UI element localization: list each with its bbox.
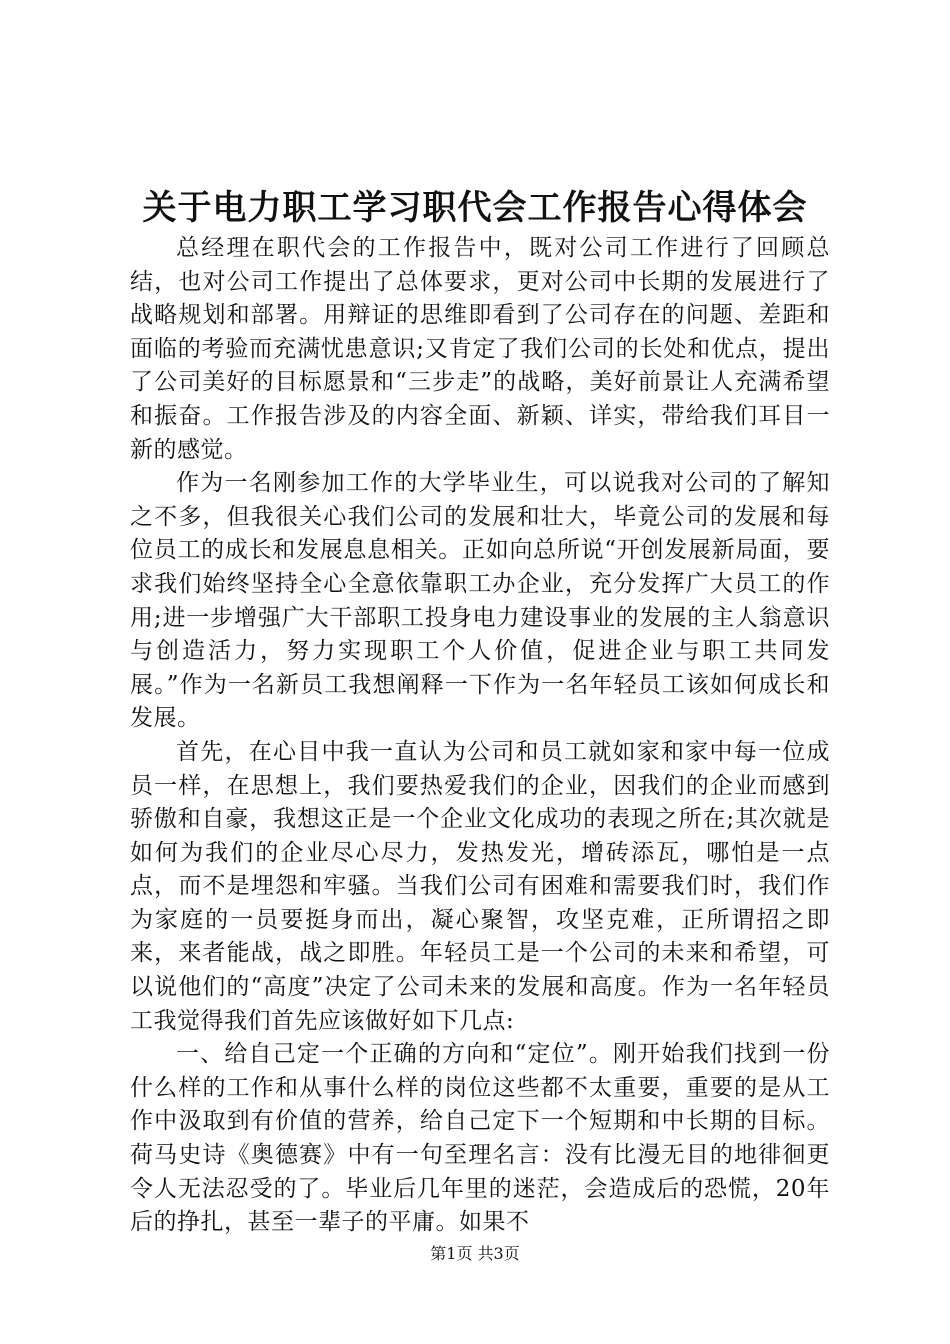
document-title: 关于电力职工学习职代会工作报告心得体会	[142, 188, 808, 228]
document-body	[130, 232, 830, 1240]
paragraph: 一、给自己定一个正确的方向和“定位”。刚开始我们找到一份什么样的工作和从事什么样的岗位这些都不太重要，重要的是从工作中汲取到有价值的营养，给自己定下一个短期和中长期的目标。荷马史诗《奥德赛》中有一句至理名言：没有比漫无目的地徘徊更令人无法忍受的了。毕业后几年里的迷茫，会造成后的恐慌，20年后的挣扎，甚至一辈子的平庸。如果不	[130, 1041, 830, 1236]
paragraph: 总经理在职代会的工作报告中，既对公司工作进行了回顾总结，也对公司工作提出了总体要求，更对公司中长期的发展进行了战略规划和部署。用辩证的思维即看到了公司存在的问题、差距和面临的考验而充满忧患意识;又肯定了我们公司的长处和优点，提出了公司美好的目标愿景和“三步走”的战略，美好前景让人充满希望和振奋。工作报告涉及的内容全面、新颖、详实，带给我们耳目一新的感觉。	[130, 235, 830, 463]
page-footer: 第1页 共3页	[430, 1244, 520, 1263]
paragraph: 作为一名刚参加工作的大学毕业生，可以说我对公司的了解知之不多，但我很关心我们公司的发展和壮大，毕竟公司的发展和每位员工的成长和发展息息相关。正如向总所说“开创发展新局面，要求我们始终坚持全心全意依靠职工办企业，充分发挥广大员工的作用;进一步增强广大干部职工投身电力建设事业的发展的主人翁意识与创造活力，努力实现职工个人价值，促进企业与职工共同发展。”作为一名新员工我想阐释一下作为一名年轻员工该如何成长和发展。	[130, 470, 830, 732]
paragraph: 首先，在心目中我一直认为公司和员工就如家和家中每一位成员一样，在思想上，我们要热爱我们的企业，因我们的企业而感到骄傲和自豪，我想这正是一个企业文化成功的表现之所在;其次就是如何为我们的企业尽心尽力，发热发光，增砖添瓦，哪怕是一点点，而不是埋怨和牢骚。当我们公司有困难和需要我们时，我们作为家庭的一员要挺身而出，凝心聚智，攻坚克难，正所谓招之即来，来者能战，战之即胜。年轻员工是一个公司的未来和希望，可以说他们的“高度”决定了公司未来的发展和高度。作为一名年轻员工我觉得我们首先应该做好如下几点:	[130, 738, 830, 1034]
